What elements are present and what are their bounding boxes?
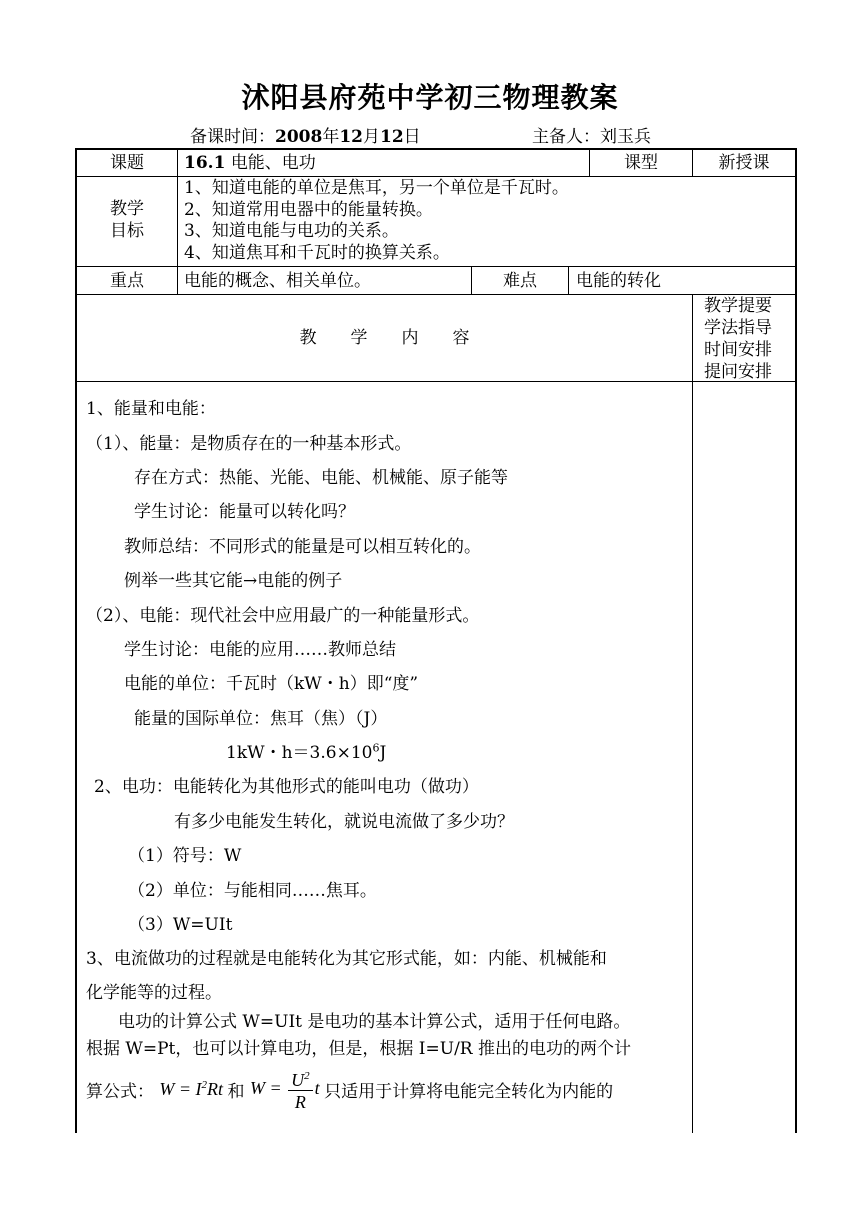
content-line: 例举一些其它能→电能的例子: [124, 571, 343, 591]
goal-item: 2、知道常用电器中的能量转换。: [184, 199, 433, 220]
table-rule: [75, 381, 797, 382]
formula-joule-rhs: Rt: [207, 1079, 224, 1099]
topic-value: [184, 152, 584, 174]
side-header-line: 提问安排: [704, 362, 772, 382]
content-line: 学生讨论：能量可以转化吗？: [134, 502, 355, 522]
difficulty-value: 电能的转化: [576, 271, 661, 291]
page-title: 沭阳县府苑中学初三物理教案: [241, 81, 619, 114]
content-line: （1）符号：W: [128, 846, 242, 866]
formula-voltage-lhs: W =: [249, 1077, 282, 1098]
fraction: [288, 1066, 313, 1113]
formula-joule-lhs: W = I: [159, 1079, 202, 1099]
content-line: 根据 W=Pt，也可以计算电功，但是，根据 I=U/R 推出的电功的两个计: [86, 1039, 632, 1059]
author-name: 刘玉兵: [600, 127, 651, 147]
fraction-numerator: [288, 1066, 313, 1091]
side-header: [704, 295, 794, 383]
content-line: （2）、电能：现代社会中应用最广的一种能量形式。: [86, 606, 480, 626]
prep-time-label: 备课时间：: [190, 127, 275, 147]
content-line: 电能的单位：千瓦时（kW・h）即“度”: [124, 674, 419, 694]
content-line: 电功的计算公式 W=UIt 是电功的基本计算公式，适用于任何电路。: [118, 1012, 631, 1032]
goal-item: 3、知道电能与电功的关系。: [184, 221, 399, 241]
formula-joule-heat: [159, 1079, 227, 1099]
author-label: 主备人：: [532, 127, 600, 147]
formula-intro: 算公式：: [86, 1082, 154, 1102]
prep-month: 12: [339, 127, 363, 147]
content-line: （1）、能量：是物质存在的一种基本形式。: [86, 434, 412, 454]
content-line: [226, 738, 386, 763]
content-line: （3）W=UIt: [128, 915, 233, 935]
content-line: 3、电流做功的过程就是电能转化为其它形式能，如：内能、机械能和: [86, 949, 607, 969]
goals-label-line: 目标: [110, 221, 144, 241]
table-rule: [568, 266, 569, 295]
prep-month-unit: 月: [363, 127, 380, 147]
key-label: 重点: [110, 271, 144, 291]
goal-item: 1、知道电能的单位是焦耳，另一个单位是千瓦时。: [184, 178, 569, 198]
content-line: 能量的国际单位：焦耳（焦）（J）: [134, 709, 388, 729]
formula-note: 只适用于计算将电能完全转化为内能的: [324, 1082, 614, 1102]
topic-text: 电能、电功: [230, 153, 316, 173]
goals-list: [184, 178, 784, 264]
side-header-line: 学法指导: [704, 318, 772, 338]
table-border-left: [75, 148, 77, 1133]
content-line: （2）单位：与能相同……焦耳。: [128, 881, 377, 901]
topic-label: 课题: [110, 153, 144, 173]
formula-line: [86, 1066, 613, 1126]
content-line: 1、能量和电能：: [86, 399, 216, 419]
formula-voltage-rhs: t: [314, 1077, 320, 1098]
content-line: 有多少电能发生转化，就说电流做了多少功？: [174, 812, 514, 832]
goal-item: 4、知道焦耳和千瓦时的换算关系。: [184, 242, 450, 263]
energy-conversion-unit: J: [379, 743, 387, 763]
table-rule: [75, 176, 797, 177]
prep-day-unit: 日: [403, 127, 421, 147]
content-header: 教 学 内 容: [299, 328, 470, 348]
table-rule: [692, 294, 693, 1133]
table-rule: [177, 148, 178, 295]
type-label: 课型: [624, 153, 658, 173]
formula-voltage: [249, 1070, 324, 1112]
table-rule: [75, 294, 797, 295]
prep-time: [190, 122, 421, 147]
goals-label-line: 教学: [110, 199, 144, 219]
table-border-top: [75, 148, 797, 150]
prep-year-unit: 年: [322, 127, 340, 147]
content-line: 学生讨论：电能的应用……教师总结: [124, 640, 396, 660]
formula-joule-exponent: 2: [201, 1079, 208, 1091]
table-rule: [75, 266, 797, 267]
side-header-line: 教学提要: [704, 296, 772, 316]
fraction-denominator: R: [294, 1092, 306, 1112]
content-line: 化学能等的过程。: [86, 983, 222, 1003]
side-header-line: 时间安排: [704, 340, 772, 360]
content-line: 2、电功：电能转化为其他形式的能叫电功（做功）: [94, 777, 479, 797]
type-value: 新授课: [718, 153, 770, 173]
energy-conversion-exponent: 6: [372, 741, 380, 755]
numerator-symbol: U: [291, 1070, 305, 1090]
formula-and: 和: [227, 1082, 245, 1102]
author: [532, 122, 651, 147]
content-line: 教师总结：不同形式的能量是可以相互转化的。: [124, 537, 481, 557]
topic-number: 16.1: [184, 153, 226, 173]
prep-day: 12: [380, 127, 404, 147]
goals-label: [77, 198, 177, 242]
table-border-right: [795, 148, 797, 1133]
energy-conversion-formula: 1kW・h＝3.6×10: [226, 743, 373, 763]
prep-year: 2008: [275, 127, 323, 147]
content-line: 存在方式：热能、光能、电能、机械能、原子能等: [134, 468, 508, 488]
difficulty-label: 难点: [503, 271, 537, 291]
numerator-exponent: 2: [304, 1070, 310, 1082]
key-value: 电能的概念、相关单位。: [184, 271, 371, 291]
